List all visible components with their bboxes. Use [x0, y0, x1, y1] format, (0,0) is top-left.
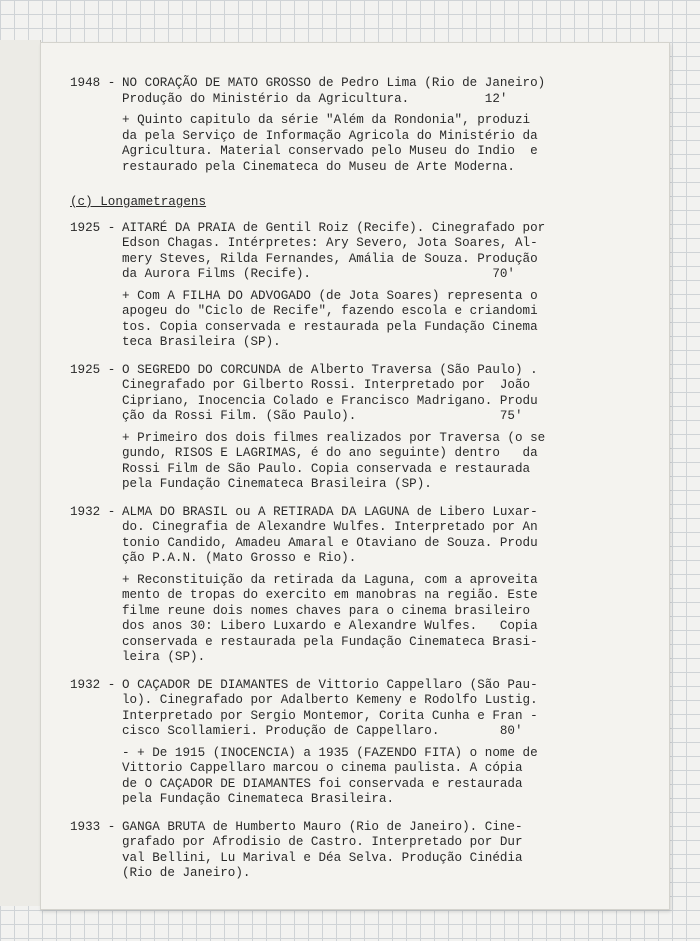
entry-line: ALMA DO BRASIL ou A RETIRADA DA LAGUNA de Libero Luxar-	[122, 504, 538, 519]
note-line: Agricultura. Material conservado pelo Museu do Indio e	[122, 144, 538, 158]
section-heading: (c) Longametragens	[70, 195, 207, 209]
entry-line: O SEGREDO DO CORCUNDA de Alberto Traversa (São Paulo) .	[122, 362, 538, 377]
note-line: tos. Copia conservada e restaurada pela Fundação Cinema	[122, 319, 538, 334]
film-entry	[70, 820, 618, 882]
entry-line: (Rio de Janeiro).	[122, 866, 251, 880]
entry-line: Cipriano, Inocencia Colado e Francisco Madrigano. Produ	[122, 393, 538, 408]
entry-line: mery Steves, Rilda Fernandes, Amália de Souza. Produção	[122, 251, 538, 266]
entry-note	[122, 113, 618, 175]
entry-line: Interpretado por Sergio Montemor, Corita Cunha e Fran -	[122, 708, 538, 723]
entry-year: 1925 -	[70, 220, 116, 235]
film-entry	[70, 505, 618, 666]
entry-year: 1925 -	[70, 362, 116, 377]
film-entry	[70, 363, 618, 493]
entry-line: ção da Rossi Film. (São Paulo). 75'	[122, 409, 523, 423]
note-line: + Quinto capitulo da série "Além da Rondonia", produzi	[122, 113, 531, 127]
entry-line: do. Cinegrafia de Alexandre Wulfes. Interpretado por An	[122, 520, 538, 534]
film-entry	[70, 221, 618, 351]
note-line: dos anos 30: Libero Luxardo e Alexandre Wulfes. Copia	[122, 619, 538, 633]
note-line: pela Fundação Cinemateca Brasileira (SP).	[122, 477, 432, 491]
film-entry	[70, 678, 618, 808]
entry-line: Cinegrafado por Gilberto Rossi. Interpretado por João	[122, 378, 531, 392]
entry-line: Produção do Ministério da Agricultura. 12'	[122, 91, 508, 106]
entry-note	[122, 431, 618, 493]
entry-line: GANGA BRUTA de Humberto Mauro (Rio de Janeiro). Cine-	[122, 819, 523, 834]
entry-line: tonio Candido, Amadeu Amaral e Otaviano de Souza. Produ	[122, 535, 538, 550]
entry-line: da Aurora Films (Recife). 70'	[122, 267, 515, 281]
entry-line: ção P.A.N. (Mato Grosso e Rio).	[122, 551, 357, 565]
entry-note	[122, 289, 618, 351]
note-line: mento de tropas do exercito em manobras na região. Este	[122, 588, 538, 602]
entry-year: 1932 -	[70, 677, 116, 692]
entry-line: val Bellini, Lu Marival e Déa Selva. Produção Cinédia	[122, 850, 523, 865]
note-line: da pela Serviço de Informação Agricola do Ministério da	[122, 128, 538, 143]
previous-page-edge	[0, 40, 41, 906]
note-line: + Com A FILHA DO ADVOGADO (de Jota Soares) representa o	[122, 288, 538, 303]
note-line: teca Brasileira (SP).	[122, 335, 281, 349]
note-line: filme reune dois nomes chaves para o cinema brasileiro	[122, 603, 531, 618]
note-line: restaurado pela Cinemateca do Museu de Arte Moderna.	[122, 159, 515, 174]
film-entry	[70, 76, 618, 175]
note-line: leira (SP).	[122, 650, 206, 664]
note-line: Rossi Film de São Paulo. Copia conservada e restaurada	[122, 461, 531, 476]
note-line: gundo, RISOS E LAGRIMAS, é do ano seguinte) dentro da	[122, 446, 538, 460]
entry-year: 1933 -	[70, 819, 116, 834]
note-line: pela Fundação Cinemateca Brasileira.	[122, 792, 395, 806]
note-line: + Reconstituição da retirada da Laguna, com a aproveita	[122, 572, 538, 587]
entry-note	[122, 746, 618, 808]
entry-year: 1932 -	[70, 504, 116, 519]
entry-line: cisco Scollamieri. Produção de Cappellaro. 80'	[122, 724, 523, 738]
entry-line: lo). Cinegrafado por Adalberto Kemeny e Rodolfo Lustig.	[122, 693, 538, 707]
note-line: apogeu do "Ciclo de Recife", fazendo escola e criandomi	[122, 304, 538, 318]
entry-line: NO CORAÇÃO DE MATO GROSSO de Pedro Lima (Rio de Janeiro)	[122, 76, 546, 90]
note-line: + Primeiro dos dois filmes realizados por Traversa (o se	[122, 430, 546, 445]
filmography-text	[70, 76, 618, 894]
entry-year: 1948 -	[70, 76, 116, 90]
note-line: de O CAÇADOR DE DIAMANTES foi conservada e restaurada	[122, 776, 523, 791]
entry-line: AITARÉ DA PRAIA de Gentil Roiz (Recife). Cinegrafado por	[122, 220, 546, 235]
entry-note	[122, 573, 618, 666]
entry-line: grafado por Afrodisio de Castro. Interpretado por Dur	[122, 835, 523, 849]
entry-line: O CAÇADOR DE DIAMANTES de Vittorio Cappellaro (São Pau-	[122, 677, 538, 692]
note-line: conservada e restaurada pela Fundação Cinemateca Brasi-	[122, 634, 538, 649]
entry-line: Edson Chagas. Intérpretes: Ary Severo, Jota Soares, Al-	[122, 236, 538, 250]
note-line: Vittorio Cappellaro marcou o cinema paulista. A cópia	[122, 761, 523, 775]
note-line: - + De 1915 (INOCENCIA) a 1935 (FAZENDO FITA) o nome de	[122, 745, 538, 760]
